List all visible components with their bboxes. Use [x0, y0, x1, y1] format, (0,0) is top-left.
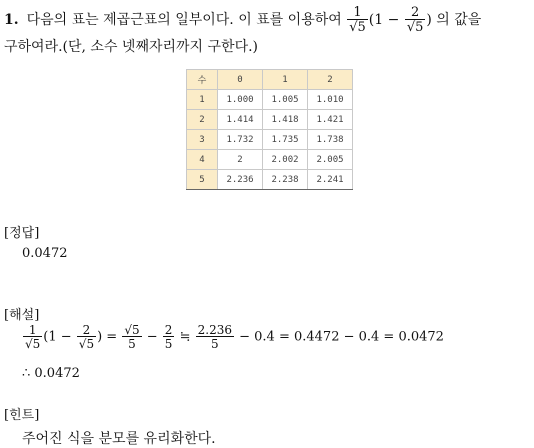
solution-fraction: $\frac{2}{√5}$ — [78, 323, 95, 351]
table-cell: 1.414 — [218, 110, 263, 130]
table-header-row — [187, 70, 353, 90]
hint-text: 주어진 식을 분모를 유리화한다. — [22, 431, 216, 447]
solution-equation — [22, 324, 444, 350]
solution-text: (1 − — [43, 329, 72, 345]
table-cell: 1.010 — [308, 90, 353, 110]
table-row — [187, 90, 353, 110]
table-header: 수 — [187, 70, 218, 90]
table-header: 0 — [218, 70, 263, 90]
question-line-2: 구하여라.(단, 소수 넷째자리까지 구한다.) — [4, 39, 259, 55]
solution-fraction: $\frac{2.236}{5}$ — [197, 323, 232, 351]
table-header: 1 — [263, 70, 308, 90]
table-cell: 1.418 — [263, 110, 308, 130]
table-cell: 1.421 — [308, 110, 353, 130]
table-cell: 2.238 — [263, 170, 308, 190]
table-cell: 1 — [187, 90, 218, 110]
question-text: 다음의 표는 제곱근표의 일부이다. 이 표를 이용하여 — [26, 12, 342, 28]
solution-text: − — [146, 329, 158, 345]
table-cell: 2.241 — [308, 170, 353, 190]
table-row — [187, 110, 353, 130]
question-expr-end: ) — [426, 12, 432, 28]
table-cell: 2.236 — [218, 170, 263, 190]
table-cell: 2.002 — [263, 150, 308, 170]
table-cell: 1.738 — [308, 130, 353, 150]
table-cell: 2 — [218, 150, 263, 170]
question-expr-mid: (1 − — [368, 12, 400, 28]
question-fraction-1: $\frac{1}{√5}$ — [349, 5, 366, 35]
hint-label: [힌트] — [4, 408, 40, 423]
answer-label: [정답] — [4, 226, 40, 241]
table-header: 2 — [308, 70, 353, 90]
square-root-table — [186, 69, 353, 190]
table-row — [187, 130, 353, 150]
solution-text: − 0.4 = 0.4472 − 0.4 = 0.0472 — [239, 329, 444, 345]
solution-conclusion: ∴ 0.0472 — [22, 366, 80, 381]
solution-fraction: $\frac{√5}{5}$ — [124, 323, 140, 351]
question-text-after: 의 값을 — [436, 12, 482, 28]
solution-label: [해설] — [4, 308, 40, 323]
question-number: 1. — [4, 12, 19, 28]
table-cell: 1.732 — [218, 130, 263, 150]
solution-text: ≒ — [179, 329, 191, 345]
table-row — [187, 150, 353, 170]
solution-text: ) = — [97, 329, 118, 345]
table-cell: 2.005 — [308, 150, 353, 170]
table-cell: 1.000 — [218, 90, 263, 110]
solution-fraction: $\frac{1}{√5}$ — [25, 323, 41, 351]
question-line-1 — [4, 6, 481, 34]
solution-fraction: $\frac{2}{5}$ — [164, 323, 173, 351]
table-row — [187, 170, 353, 190]
answer-value: 0.0472 — [22, 246, 68, 261]
question-fraction-2: $\frac{2}{√5}$ — [406, 5, 424, 35]
table-cell: 4 — [187, 150, 218, 170]
table-cell: 5 — [187, 170, 218, 190]
table-cell: 1.735 — [263, 130, 308, 150]
table-cell: 3 — [187, 130, 218, 150]
table-cell: 1.005 — [263, 90, 308, 110]
table-cell: 2 — [187, 110, 218, 130]
